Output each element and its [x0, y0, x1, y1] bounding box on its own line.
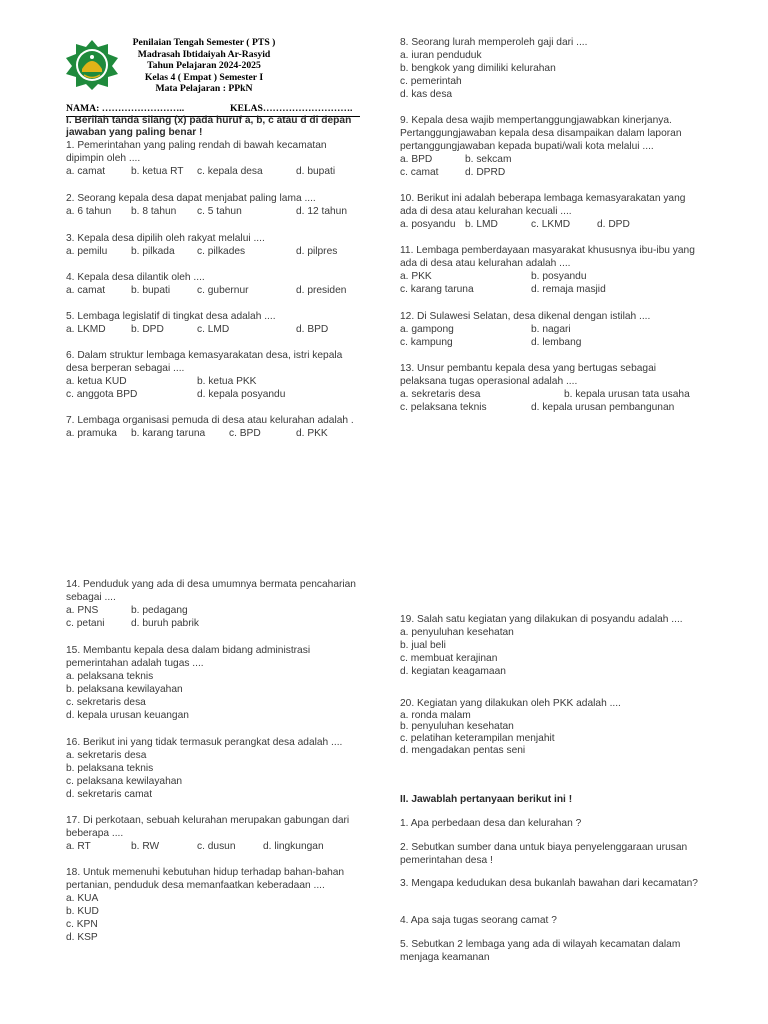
- option-row: [66, 841, 366, 854]
- option-a[interactable]: a. sekretaris desa: [66, 749, 147, 761]
- question-text: 14. Penduduk yang ada di desa umumnya bermata pencaharian sebagai ....: [66, 579, 356, 603]
- option-c[interactable]: c. sekretaris desa: [66, 696, 146, 708]
- option-c[interactable]: c. dusun: [197, 840, 236, 852]
- question-text: 6. Dalam struktur lembaga kemasyarakatan desa, istri kepala desa berperan sebagai ....: [66, 350, 343, 374]
- option-c[interactable]: c. camat: [400, 166, 439, 178]
- option-d[interactable]: d. pilpres: [296, 245, 338, 257]
- essay-question-4: 4. Apa saja tugas seorang camat ?: [400, 915, 557, 926]
- option-d[interactable]: d. lingkungan: [263, 840, 324, 852]
- option-c[interactable]: c. kepala desa: [197, 165, 263, 177]
- option-row: [400, 337, 700, 350]
- option-a[interactable]: a. pelaksana teknis: [66, 670, 154, 682]
- option-d[interactable]: d. kepala posyandu: [197, 388, 286, 400]
- option-a[interactable]: a. camat: [66, 284, 106, 296]
- option-a[interactable]: a. penyuluhan kesehatan: [400, 626, 514, 638]
- question-text: 2. Seorang kepala desa dapat menjabat paling lama ....: [66, 193, 316, 204]
- question-19: [400, 614, 700, 679]
- option-d[interactable]: d. buruh pabrik: [131, 617, 199, 629]
- essay-question-5: 5. Sebutkan 2 lembaga yang ada di wilayah kecamatan dalam menjaga keamanan: [400, 939, 681, 963]
- option-a[interactable]: a. KUA: [66, 892, 99, 904]
- option-a[interactable]: a. pemilu: [66, 245, 108, 257]
- option-d[interactable]: d. kepala urusan pembangunan: [531, 401, 675, 413]
- question-17: [66, 815, 366, 854]
- option-row: [66, 324, 366, 337]
- option-b[interactable]: b. LMD: [465, 218, 498, 230]
- option-c[interactable]: c. pelaksana kewilayahan: [66, 775, 183, 787]
- question-16: [66, 737, 366, 802]
- option-c[interactable]: c. LMD: [197, 323, 230, 335]
- option-b[interactable]: b. pilkada: [131, 245, 175, 257]
- option-row: [66, 246, 366, 259]
- option-d[interactable]: d. DPRD: [465, 166, 506, 178]
- option-a[interactable]: a. ronda malam: [400, 709, 471, 721]
- question-13: [400, 363, 700, 415]
- question-2: [66, 193, 366, 219]
- option-a[interactable]: a. PNS: [66, 604, 99, 616]
- question-text: 13. Unsur pembantu kepala desa yang bertugas sebagai pelaksana tugas operasional adalah ....: [400, 363, 656, 387]
- question-5: [66, 311, 366, 337]
- option-b[interactable]: b. nagari: [531, 323, 571, 335]
- option-row: [66, 166, 366, 179]
- option-b[interactable]: b. DPD: [131, 323, 164, 335]
- option-d[interactable]: d. kegiatan keagamaan: [400, 665, 506, 677]
- question-text: 8. Seorang lurah memperoleh gaji dari ....: [400, 37, 588, 48]
- option-c[interactable]: c. pemerintah: [400, 75, 462, 87]
- option-c[interactable]: c. pilkades: [197, 245, 246, 257]
- question-3: [66, 233, 366, 259]
- option-d[interactable]: d. lembang: [531, 336, 582, 348]
- question-text: 18. Untuk memenuhi kebutuhan hidup terhadap bahan-bahan pertanian, penduduk desa memanfaatkan keberadaan ....: [66, 867, 345, 891]
- option-row: [66, 618, 366, 631]
- option-a[interactable]: a. gampong: [400, 323, 454, 335]
- option-a[interactable]: a. LKMD: [66, 323, 106, 335]
- question-1: [66, 140, 366, 179]
- option-row: [400, 271, 700, 284]
- option-b[interactable]: b. kepala urusan tata usaha: [564, 388, 690, 400]
- option-b[interactable]: b. karang taruna: [131, 427, 206, 439]
- option-a[interactable]: a. camat: [66, 165, 106, 177]
- question-7: [66, 415, 366, 441]
- option-c[interactable]: c. anggota BPD: [66, 388, 138, 400]
- essay-question-1: 1. Apa perbedaan desa dan kelurahan ?: [400, 818, 582, 829]
- option-a[interactable]: a. 6 tahun: [66, 205, 112, 217]
- option-row: [66, 376, 364, 389]
- header-subject: Mata Pelajaran : PPkN: [155, 83, 253, 95]
- option-b[interactable]: b. bengkok yang dimiliki kelurahan: [400, 62, 556, 74]
- option-row: [66, 206, 366, 219]
- option-d[interactable]: d. mengadakan pentas seni: [400, 744, 526, 756]
- option-d[interactable]: d. 12 tahun: [296, 205, 347, 217]
- question-text: 16. Berikut ini yang tidak termasuk perangkat desa adalah ....: [66, 737, 343, 748]
- option-c[interactable]: c. KPN: [66, 918, 98, 930]
- essay-question-2: 2. Sebutkan sumber dana untuk biaya penyelenggaraan urusan pemerintahan desa !: [400, 842, 688, 866]
- question-text: 17. Di perkotaan, sebuah kelurahan merupakan gabungan dari beberapa ....: [66, 815, 350, 839]
- option-c[interactable]: c. pelaksana teknis: [400, 401, 487, 413]
- option-a[interactable]: a. iuran penduduk: [400, 49, 482, 61]
- option-a[interactable]: a. BPD: [400, 153, 433, 165]
- option-c[interactable]: c. karang taruna: [400, 283, 474, 295]
- question-15: [66, 645, 356, 722]
- section2-heading: II. Jawablah pertanyaan berikut ini !: [400, 794, 573, 805]
- option-row: [400, 389, 700, 402]
- option-b[interactable]: b. 8 tahun: [131, 205, 177, 217]
- option-d[interactable]: d. BPD: [296, 323, 329, 335]
- option-b[interactable]: b. pedagang: [131, 604, 188, 616]
- question-text: 10. Berikut ini adalah beberapa lembaga kemasyarakatan yang ada di desa atau kelurahan kecuali ....: [400, 193, 686, 217]
- option-a[interactable]: a. ketua KUD: [66, 375, 127, 387]
- question-14: [66, 579, 366, 631]
- question-text: 15. Membantu kepala desa dalam bidang administrasi pemerintahan adalah tugas ....: [66, 645, 311, 669]
- question-text: 5. Lembaga legislatif di tingkat desa adalah ....: [66, 311, 276, 322]
- option-b[interactable]: b. pelaksana teknis: [66, 762, 154, 774]
- essay-question-3: 3. Mengapa kedudukan desa bukanlah bawahan dari kecamatan?: [400, 878, 698, 889]
- question-text: 3. Kepala desa dipilih oleh rakyat melalui ....: [66, 233, 265, 244]
- option-c[interactable]: c. kampung: [400, 336, 453, 348]
- option-row: [400, 154, 700, 167]
- option-b[interactable]: b. posyandu: [531, 270, 587, 282]
- option-c[interactable]: c. LKMD: [531, 218, 571, 230]
- question-18: [66, 867, 366, 944]
- option-d[interactable]: d. DPD: [597, 218, 630, 230]
- option-a[interactable]: a. sekretaris desa: [400, 388, 481, 400]
- option-d[interactable]: d. sekretaris camat: [66, 788, 153, 800]
- question-text: 4. Kepala desa dilantik oleh ....: [66, 272, 205, 283]
- question-9: [400, 115, 700, 180]
- question-6: [66, 350, 364, 402]
- option-row: [400, 284, 700, 297]
- option-d[interactable]: d. kas desa: [400, 88, 453, 100]
- option-c[interactable]: c. membuat kerajinan: [400, 652, 498, 664]
- question-12: [400, 311, 700, 350]
- option-row: [66, 285, 366, 298]
- option-a[interactable]: a. posyandu: [400, 218, 456, 230]
- option-b[interactable]: b. sekcam: [465, 153, 512, 165]
- option-d[interactable]: d. bupati: [296, 165, 336, 177]
- option-c[interactable]: c. petani: [66, 617, 105, 629]
- option-row: [66, 389, 364, 402]
- question-text: 12. Di Sulawesi Selatan, desa dikenal dengan istilah ....: [400, 311, 651, 322]
- option-b[interactable]: b. jual beli: [400, 639, 446, 651]
- option-row: [400, 324, 700, 337]
- question-text: 7. Lembaga organisasi pemuda di desa atau kelurahan adalah .: [66, 415, 354, 426]
- section1-instruction: I. Berilah tanda silang (x) pada huruf a, b, c atau d di depan jawaban yang paling benar !: [66, 115, 352, 139]
- header-title: Penilaian Tengah Semester ( PTS ): [132, 37, 276, 48]
- question-10: [400, 193, 700, 232]
- option-b[interactable]: b. RW: [131, 840, 160, 852]
- question-text: 20. Kegiatan yang dilakukan oleh PKK adalah ....: [400, 698, 621, 709]
- option-row: [400, 402, 700, 415]
- option-d[interactable]: d. presiden: [296, 284, 347, 296]
- option-d[interactable]: d. PKK: [296, 427, 328, 439]
- option-row: [66, 605, 366, 618]
- option-d[interactable]: d. KSP: [66, 931, 98, 943]
- option-c[interactable]: c. BPD: [229, 427, 261, 439]
- option-a[interactable]: a. pramuka: [66, 427, 117, 439]
- option-row: [400, 167, 700, 180]
- option-b[interactable]: b. pelaksana kewilayahan: [66, 683, 183, 695]
- nama-field: NAMA: ……………………..: [66, 103, 185, 114]
- header-year: Tahun Pelajaran 2024-2025: [147, 60, 261, 72]
- question-8: [400, 37, 700, 102]
- exam-header: [110, 37, 298, 95]
- option-a[interactable]: a. PKK: [400, 270, 432, 282]
- kelas-field: KELAS……………………….: [230, 103, 353, 114]
- option-row: [66, 428, 366, 441]
- header-school: Madrasah Ibtidaiyah Ar-Rasyid: [137, 48, 271, 60]
- question-text: 11. Lembaga pemberdayaan masyarakat khususnya ibu-ibu yang ada di desa atau kelurahan adalah ....: [400, 245, 695, 269]
- question-20: [400, 698, 700, 757]
- option-a[interactable]: a. RT: [66, 840, 91, 852]
- option-row: [400, 219, 700, 232]
- question-text: 1. Pemerintahan yang paling rendah di bawah kecamatan dipimpin oleh ....: [66, 140, 327, 164]
- option-c[interactable]: c. pelatihan keterampilan menjahit: [400, 733, 555, 745]
- option-b[interactable]: b. ketua RT: [131, 165, 184, 177]
- option-b[interactable]: b. penyuluhan kesehatan: [400, 721, 514, 733]
- question-11: [400, 245, 700, 297]
- option-b[interactable]: b. ketua PKK: [197, 375, 257, 387]
- option-c[interactable]: c. 5 tahun: [197, 205, 242, 217]
- question-text: 19. Salah satu kegiatan yang dilakukan di posyandu adalah ....: [400, 614, 683, 625]
- question-text: 9. Kepala desa wajib mempertanggungjawabkan kinerjanya. Pertanggungjawaban kepala desa disampaikan dalam laporan pertanggungjawaban kepada bupati/wali kota melalui ....: [400, 115, 682, 152]
- option-c[interactable]: c. gubernur: [197, 284, 249, 296]
- question-4: [66, 272, 366, 298]
- option-d[interactable]: d. remaja masjid: [531, 283, 606, 295]
- header-class: Kelas 4 ( Empat ) Semester I: [144, 71, 264, 83]
- option-d[interactable]: d. kepala urusan keuangan: [66, 709, 189, 721]
- option-b[interactable]: b. bupati: [131, 284, 171, 296]
- option-b[interactable]: b. KUD: [66, 905, 99, 917]
